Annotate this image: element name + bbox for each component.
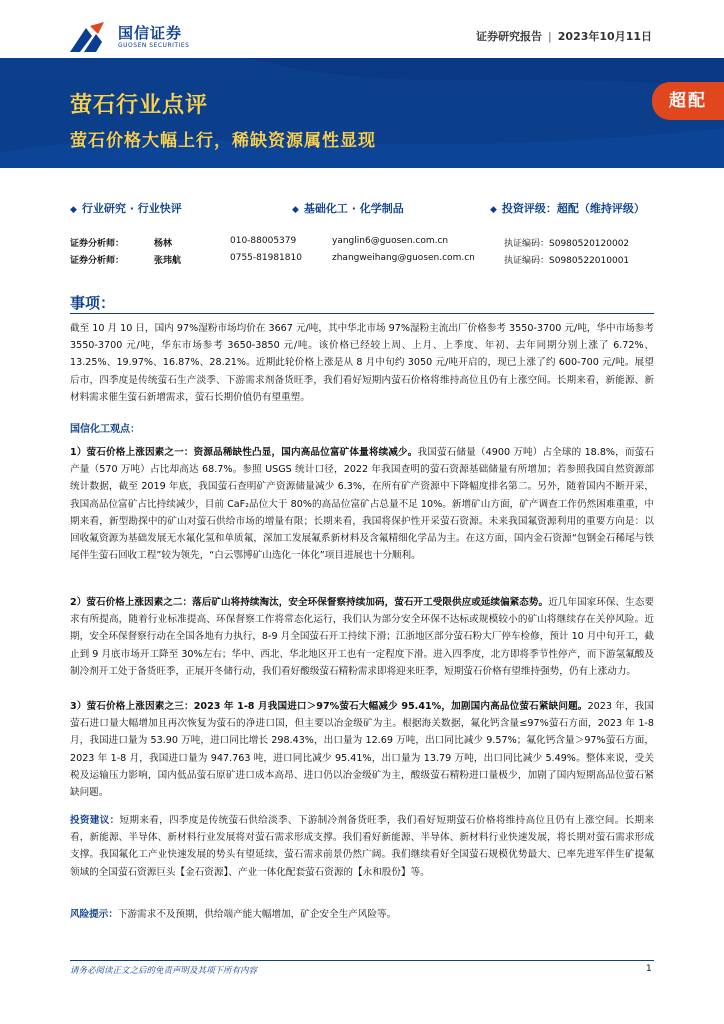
point-lead: 2）萤石价格上涨因素之二：落后矿山将持续淘汰，安全环保督察持续加码，萤石开工受限供应或延续偏紧态势。 — [70, 597, 549, 608]
category-label: 投资评级：超配（维持评级） — [501, 202, 645, 215]
analyst-cert: 执证编码：S0980520120002 — [504, 239, 630, 249]
events-paragraph: 截至 10 月 10 日，国内 97%湿粉市场均价在 3667 元/吨，其中华北市场 97%湿粉主流出厂价格参考 3550-3700 元/吨，华中市场参考 3550-3700 元/吨，华东市场参考 3650-3850 元/吨。该价格已经较上周、上月、上季度、年初、去年同期分别上涨了 6.72%、13.25%、19.97%、16.87%、28.21%。近期此轮价格上涨是从 8 月中旬约 3050 元/吨开启的，现已上涨了约 600-700 元/吨。展望后市，四季度是传统萤石生产淡季、下游需求剂备货旺季，我们看好短期内萤石价格将维持高位且仍有上涨空间。长期来看，新能源、新材料需求催生萤石新增需求，萤石长期价值仍有望重塑。 — [70, 323, 654, 403]
diamond-icon: ◆ — [70, 205, 77, 215]
report-title: 萤石行业点评 — [70, 93, 209, 118]
analyst-cert: 执证编码：S0980522010001 — [504, 256, 630, 266]
report-subtitle: 萤石价格大幅上行，稀缺资源属性显现 — [70, 131, 376, 151]
analyst-row — [70, 236, 670, 250]
events-heading: 事项： — [70, 294, 116, 312]
risk-text: 下游需求不及预期，供给端产能大幅增加，矿企安全生产风险等。 — [117, 909, 397, 920]
point-text: 我国萤石储量（4900 万吨）占全球的 18.8%，而萤石产量（570 万吨）占比却高达 68.7%。参照 USGS 统计口径，2022 年我国查明的萤石资源基础储量有所增加；若参照我国自然资源部统计数据，截至 2019 年底，我国萤石查明矿产资源储量减少 6.3%，在所有矿产资源中下降幅度排名第二。另外，随着国内不断开采，我国高品位富矿占比持续减少，目前 CaF₂品位大于 80%的高品位富矿占总量不足 10%。新增矿山方面，矿产调查工作仍然困难重重，中期来看，新型勘探中的矿山对萤石供给市场的增量有限；长期来看，我国将保护性开采萤石资源。未来我国氟资源利用的重要方向是：以回收氟资源为基础发展无水氟化氢和单质氟，深加工发展氟系新材料及含氟精细化学品为主。在这方面，国内金石资源“包钢金石稀尾与铁尾伴生萤石回收工程”较为领先，“白云鄂博矿山选化一体化”项目进展也十分顺利。 — [70, 447, 654, 562]
report-type: 证券研究报告 — [476, 30, 543, 43]
point-paragraph-3 — [70, 698, 654, 801]
point-paragraph-1 — [70, 444, 654, 564]
page-number: 1 — [646, 964, 652, 974]
point-text: 2023 年，我国萤石进口量大幅增加且再次恢复为萤石的净进口国，但主要以冶金级矿为主。根据海关数据，氟化钙含量≤97%萤石方面，2023 年 1-8 月，我国进口量为 53.90 万吨，进口同比增长 298.43%，出口量为 12.69 万吨，出口同比减少 9.57%；氟化钙含量＞97%萤石方面，2023 年 1-8 月，我国进口量为 947.763 吨，进口同比减少 95.41%，出口量为 13.79 万吨，出口同比减少 5.49%。整体来说，受关税及运输压力影响，国内低品萤石原矿进口成本高昂、进口仍以冶金级矿为主，酸级萤石精粉进口量极少，加剧了国内短期高品位萤石紧缺问题。 — [70, 701, 654, 799]
events-divider — [70, 313, 654, 314]
risk-warning — [70, 906, 654, 923]
rating-tag: 超配 — [652, 82, 724, 120]
point-lead: 1）萤石价格上涨因素之一：资源品稀缺性凸显，国内高品位富矿体量将续减少。 — [70, 447, 418, 458]
diamond-icon: ◆ — [292, 205, 299, 215]
logo-text-en: GUOSEN SECURITIES — [118, 42, 190, 49]
comment-heading: 国信化工观点： — [70, 424, 140, 435]
analyst-phone: 0755-81981810 — [230, 253, 302, 263]
analyst-name: 杨林 — [154, 239, 173, 249]
meta-separator: | — [548, 30, 552, 43]
analyst-role: 证券分析师： — [70, 256, 125, 266]
category-label: 基础化工 · 化学制品 — [303, 202, 404, 215]
investment-advice — [70, 812, 654, 881]
analyst-row — [70, 253, 670, 267]
report-date: 2023年10月11日 — [557, 30, 652, 43]
diamond-icon: ◆ — [490, 205, 497, 215]
analyst-role: 证券分析师： — [70, 239, 125, 249]
advice-text: 短期来看，四季度是传统萤石供给淡季、下游制冷剂备货旺季，我们看好短期萤石价格将维持高位且仍有上涨空间。长期来看，新能源、半导体、新材料行业发展将对萤石需求形成支撑。我们看好新能源、半导体、新材料行业快速发展，将长期对萤石需求形成支撑。我国氟化工产业快速发展的势头有望延续，萤石需求前景仍然广阔。我们继续看好全国萤石规模优势最大、已率先进军伴生矿提氟领域的全国萤石资源巨头【金石资源】、产业一体化配套萤石资源的【永和股份】等。 — [70, 815, 655, 878]
footer-disclaimer: 请务必阅读正文之后的免责声明及其项下所有内容 — [70, 966, 258, 976]
category-sector — [292, 200, 404, 216]
category-rating — [490, 200, 645, 216]
category-label: 行业研究 · 行业快评 — [81, 202, 182, 215]
company-logo — [70, 20, 190, 56]
analyst-phone: 010-88005379 — [230, 236, 297, 246]
advice-label: 投资建议： — [70, 815, 120, 826]
point-paragraph-2 — [70, 594, 654, 680]
logo-text-cn: 国信证券 — [118, 24, 183, 42]
analyst-email: yanglin6@guosen.com.cn — [332, 236, 449, 246]
category-industry-research — [70, 200, 182, 216]
risk-label: 风险提示： — [70, 909, 118, 920]
category-row — [70, 200, 654, 216]
analyst-email: zhangweihang@guosen.com.cn — [332, 253, 475, 263]
logo-mark-icon — [70, 22, 112, 52]
point-text: 近几年国家环保、生态要求有所提高，随着行业标准提高、环保督察工作将常态化运行，我们认为部分安全环保不达标或规模较小的矿山将继续存在关停风险。近期，安全环保督察行动在全国各地有力执行，8-9 月全国萤石开工持续下滑；江浙地区部分萤石粉大厂停车检修，预计 10 月中旬开工，截止到 9 月底市场开工降至 30%左右；华中、西北、华北地区开工也有一定程度下滑。进入四季度，北方即将季节性停产，而下游氢氟酸及制冷剂开工处于备货旺季，正展开冬储行动，我们看好酸级萤石精粉需求即将迎来旺季，短期萤石价格有望维持强势，仍有上涨动力。 — [70, 597, 654, 677]
analyst-name: 张玮航 — [154, 256, 182, 266]
report-meta — [476, 28, 652, 44]
footer-divider — [70, 960, 654, 961]
point-lead: 3）萤石价格上涨因素之三：2023 年 1-8 月我国进口＞97%萤石大幅减少 95.41%，加剧国内高品位萤石紧缺问题。 — [70, 701, 588, 712]
title-banner — [0, 58, 724, 168]
